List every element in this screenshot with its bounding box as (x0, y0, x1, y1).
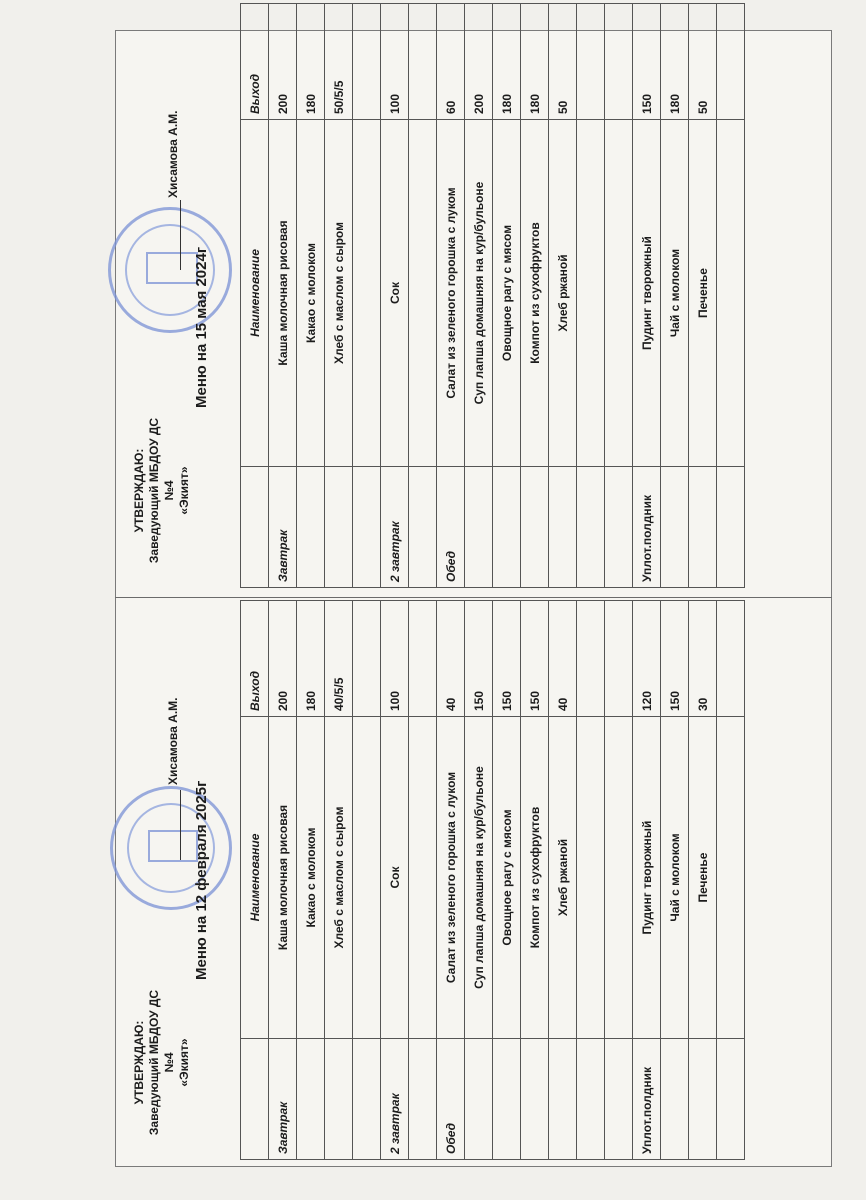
col-name: Наименование (241, 717, 269, 1039)
output-cell: 180 (493, 4, 521, 120)
output-cell (353, 601, 381, 717)
output-cell: 200 (465, 4, 493, 120)
dish-cell (353, 717, 381, 1039)
output-cell: 50 (689, 4, 717, 120)
meal-cell: Уплот.полдник (633, 467, 661, 588)
meal-cell: Завтрак (269, 1039, 297, 1160)
approval-block (132, 980, 192, 1145)
signature-line (180, 790, 181, 860)
dish-cell: Суп лапша домашняя на кур/бульоне (465, 120, 493, 467)
menu-top (120, 8, 830, 588)
dish-cell: Хлеб ржаной (549, 717, 577, 1039)
table-row (717, 4, 745, 588)
dish-cell: Хлеб с маслом с сыром (325, 120, 353, 467)
table-row (633, 4, 661, 588)
table-row (465, 601, 493, 1160)
official-stamp (110, 786, 232, 910)
approval-block (132, 408, 192, 573)
meal-cell (549, 1039, 577, 1160)
meal-cell: Обед (437, 1039, 465, 1160)
table-row (409, 601, 437, 1160)
meal-cell (493, 1039, 521, 1160)
meal-cell (521, 467, 549, 588)
dish-cell (577, 717, 605, 1039)
table-row (521, 4, 549, 588)
dish-cell: Каша молочная рисовая (269, 717, 297, 1039)
meal-cell (493, 467, 521, 588)
dish-cell: Хлеб ржаной (549, 120, 577, 467)
dish-cell: Какао с молоком (297, 717, 325, 1039)
output-cell: 50/5/5 (325, 4, 353, 120)
table-row (521, 601, 549, 1160)
table-row (353, 4, 381, 588)
dish-cell (409, 717, 437, 1039)
dish-cell: Какао с молоком (297, 120, 325, 467)
output-cell: 150 (493, 601, 521, 717)
dish-cell: Компот из сухофруктов (521, 717, 549, 1039)
dish-cell: Овощное рагу с мясом (493, 120, 521, 467)
output-cell: 180 (661, 4, 689, 120)
dish-cell (409, 120, 437, 467)
dish-cell: Овощное рагу с мясом (493, 717, 521, 1039)
output-cell: 40 (437, 601, 465, 717)
table-row (297, 601, 325, 1160)
output-cell (409, 4, 437, 120)
approve-position: Заведующий МБДОУ ДС №4 (147, 417, 176, 564)
table-row (437, 601, 465, 1160)
table-row (381, 4, 409, 588)
meal-cell (577, 1039, 605, 1160)
page-divider (115, 597, 832, 598)
table-row (549, 4, 577, 588)
dish-cell: Чай с молоком (661, 717, 689, 1039)
signer-name: Хисамова А.М. (166, 110, 180, 198)
col-meal (241, 467, 269, 588)
meal-cell (353, 467, 381, 588)
table-row (381, 601, 409, 1160)
meal-cell (661, 1039, 689, 1160)
table-row (493, 4, 521, 588)
menu-table (240, 3, 745, 588)
approve-position: Заведующий МБДОУ ДС №4 (147, 989, 176, 1136)
meal-cell (297, 467, 325, 588)
meal-cell (297, 1039, 325, 1160)
output-cell: 50 (549, 4, 577, 120)
meal-cell (549, 467, 577, 588)
table-row (577, 601, 605, 1160)
output-cell: 180 (297, 4, 325, 120)
menu-bottom (120, 605, 830, 1160)
menu-title: Меню на 12 февраля 2025г (193, 780, 210, 980)
output-cell: 100 (381, 4, 409, 120)
dish-cell (717, 717, 745, 1039)
output-cell: 180 (297, 601, 325, 717)
dish-cell: Чай с молоком (661, 120, 689, 467)
table-row (689, 601, 717, 1160)
table-row (549, 601, 577, 1160)
meal-cell (577, 467, 605, 588)
approve-org: «Экият» (177, 466, 191, 515)
table-row (493, 601, 521, 1160)
col-output: Выход (241, 4, 269, 120)
meal-cell (605, 1039, 633, 1160)
table-row (409, 4, 437, 588)
dish-cell (577, 120, 605, 467)
table-row (605, 601, 633, 1160)
dish-cell: Суп лапша домашняя на кур/бульоне (465, 717, 493, 1039)
meal-cell (605, 467, 633, 588)
meal-cell: Обед (437, 467, 465, 588)
dish-cell: Компот из сухофруктов (521, 120, 549, 467)
table-row (269, 4, 297, 588)
output-cell: 200 (269, 4, 297, 120)
meal-cell: Завтрак (269, 467, 297, 588)
meal-cell (689, 467, 717, 588)
table-header-row (241, 601, 269, 1160)
output-cell (717, 4, 745, 120)
output-cell: 30 (689, 601, 717, 717)
output-cell (605, 601, 633, 717)
meal-cell (465, 467, 493, 588)
signature-line (180, 200, 181, 270)
meal-cell: Уплот.полдник (633, 1039, 661, 1160)
table-row (661, 601, 689, 1160)
menu-table (240, 600, 745, 1160)
dish-cell: Салат из зеленого горошка с луком (437, 120, 465, 467)
meal-cell: 2 завтрак (381, 1039, 409, 1160)
meal-cell (521, 1039, 549, 1160)
col-output: Выход (241, 601, 269, 717)
table-row (465, 4, 493, 588)
dish-cell (717, 120, 745, 467)
dish-cell: Пудинг творожный (633, 717, 661, 1039)
output-cell: 100 (381, 601, 409, 717)
meal-cell (409, 1039, 437, 1160)
output-cell: 40/5/5 (325, 601, 353, 717)
table-row (605, 4, 633, 588)
output-cell: 180 (521, 4, 549, 120)
table-header-row (241, 4, 269, 588)
table-row (353, 601, 381, 1160)
dish-cell: Сок (381, 717, 409, 1039)
meal-cell (661, 467, 689, 588)
meal-cell (689, 1039, 717, 1160)
output-cell: 60 (437, 4, 465, 120)
output-cell: 120 (633, 601, 661, 717)
meal-cell (717, 467, 745, 588)
output-cell (577, 4, 605, 120)
table-row (633, 601, 661, 1160)
table-row (689, 4, 717, 588)
table-row (577, 4, 605, 588)
table-row (297, 4, 325, 588)
dish-cell (605, 717, 633, 1039)
table-row (661, 4, 689, 588)
meal-cell (325, 467, 353, 588)
output-cell: 40 (549, 601, 577, 717)
col-meal (241, 1039, 269, 1160)
output-cell (353, 4, 381, 120)
dish-cell: Печенье (689, 717, 717, 1039)
output-cell (409, 601, 437, 717)
meal-cell (717, 1039, 745, 1160)
approve-label: УТВЕРЖДАЮ: (132, 1020, 146, 1105)
output-cell: 150 (661, 601, 689, 717)
signer-name: Хисамова А.М. (166, 697, 180, 785)
meal-cell (465, 1039, 493, 1160)
output-cell (717, 601, 745, 717)
output-cell: 150 (465, 601, 493, 717)
menu-header (120, 8, 245, 588)
output-cell: 200 (269, 601, 297, 717)
dish-cell: Пудинг творожный (633, 120, 661, 467)
dish-cell: Сок (381, 120, 409, 467)
dish-cell: Хлеб с маслом с сыром (325, 717, 353, 1039)
menu-title: Меню на 15 мая 2024г (193, 246, 210, 408)
dish-cell: Печенье (689, 120, 717, 467)
table-row (325, 4, 353, 588)
table-row (325, 601, 353, 1160)
menu-header (120, 605, 245, 1160)
approve-org: «Экият» (177, 1038, 191, 1087)
meal-cell (325, 1039, 353, 1160)
meal-cell (409, 467, 437, 588)
output-cell (605, 4, 633, 120)
official-stamp (108, 207, 232, 333)
table-row (717, 601, 745, 1160)
dish-cell: Салат из зеленого горошка с луком (437, 717, 465, 1039)
meal-cell (353, 1039, 381, 1160)
meal-cell: 2 завтрак (381, 467, 409, 588)
output-cell: 150 (633, 4, 661, 120)
col-name: Наименование (241, 120, 269, 467)
dish-cell (605, 120, 633, 467)
dish-cell (353, 120, 381, 467)
approve-label: УТВЕРЖДАЮ: (132, 448, 146, 533)
output-cell (577, 601, 605, 717)
output-cell: 150 (521, 601, 549, 717)
table-row (269, 601, 297, 1160)
table-row (437, 4, 465, 588)
dish-cell: Каша молочная рисовая (269, 120, 297, 467)
